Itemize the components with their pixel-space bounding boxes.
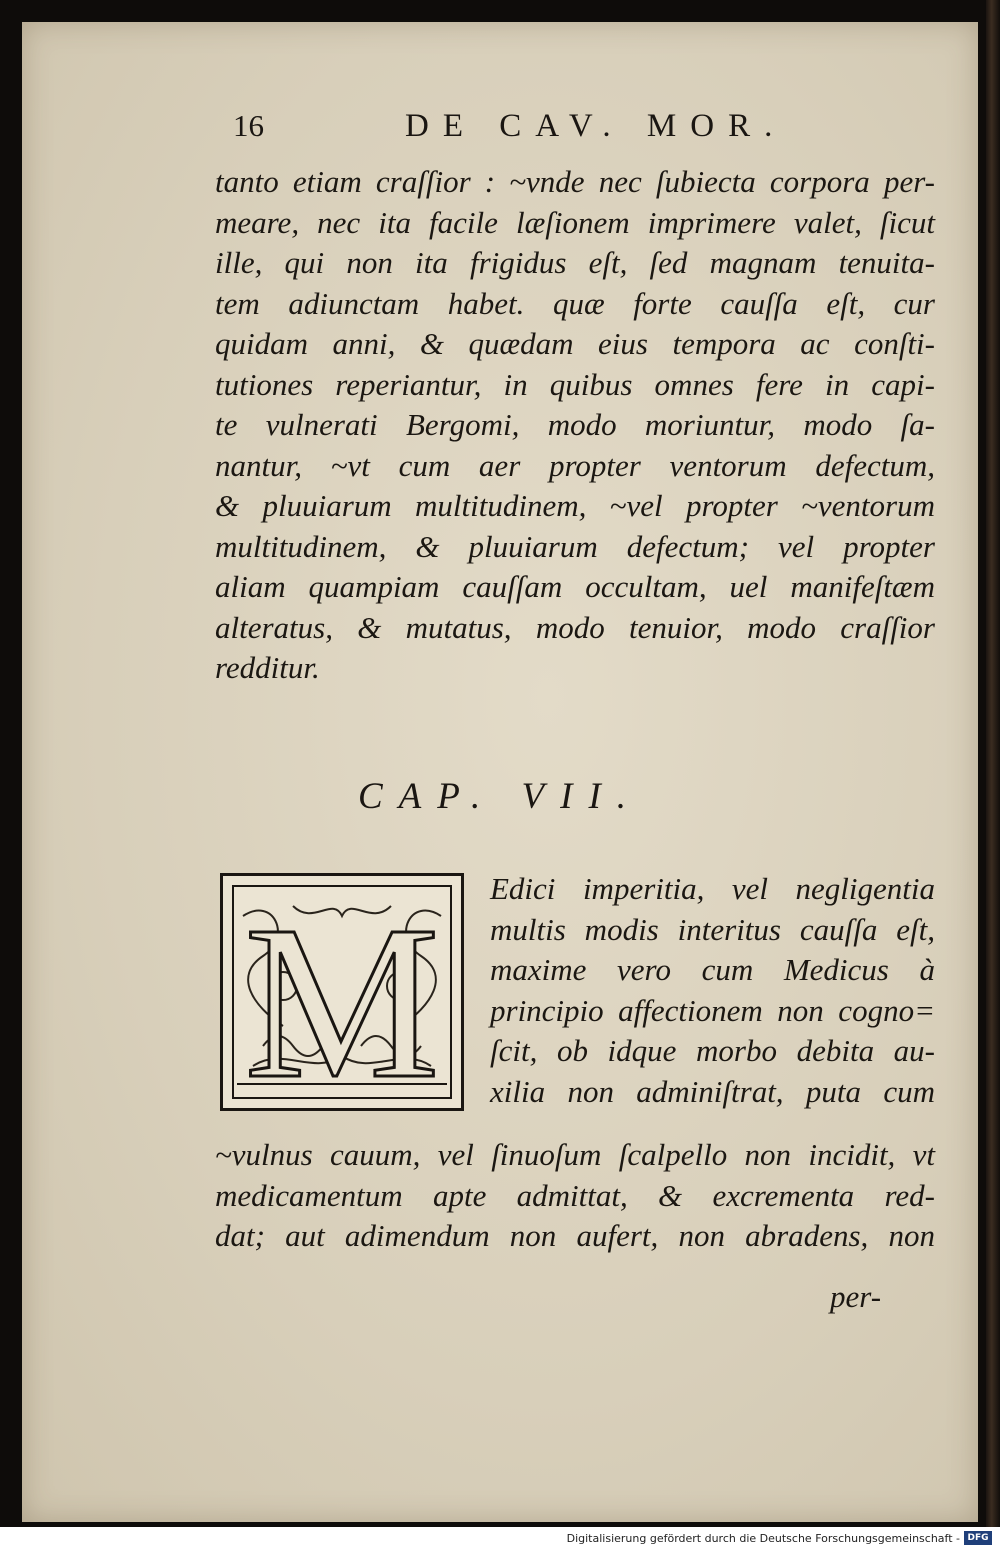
paragraph-beside-initial — [490, 866, 935, 1109]
text-line: dat; aut adimendum non aufert, non abradens, non — [215, 1218, 935, 1253]
text-line: tem adiunctam habet. quæ forte cauſſa eſt, cur — [215, 285, 935, 321]
catchword: per- — [830, 1279, 882, 1314]
text-line: ille, qui non ita frigidus eſt, ſed magnam tenuita- — [215, 245, 935, 280]
decorated-initial — [220, 873, 464, 1111]
running-title: DE CAV. MOR. — [405, 108, 787, 144]
text-line: & pluuiarum multitudinem, ~vel propter ~ventorum — [215, 488, 935, 523]
page-number: 16 — [233, 108, 264, 143]
ornament-initial-icon — [223, 876, 461, 1108]
text-line: ſcit, ob idque morbo debita au- — [490, 1033, 935, 1068]
text-line: ~vulnus cauum, vel ſinuoſum ſcalpello non incidit, vt — [215, 1137, 935, 1172]
text-line: nantur, ~vt cum aer propter ventorum defectum, — [215, 447, 935, 483]
page-header — [0, 108, 1000, 152]
text-line: alteratus, & mutatus, modo tenuior, modo craſſior — [215, 609, 935, 645]
text-line: xilia non adminiſtrat, puta cum — [490, 1073, 935, 1109]
text-line: meare, nec ita facile læſionem imprimere valet, ſicut — [215, 204, 935, 240]
binding-edge — [986, 0, 1000, 1527]
dfg-logo-icon: DFG — [964, 1531, 992, 1545]
chapter-heading: CAP. VII. — [357, 776, 643, 817]
text-line: maxime vero cum Medicus à — [490, 952, 935, 987]
text-line: principio affectionem non cogno= — [490, 992, 935, 1028]
text-line: tanto etiam craſſior : ~vnde nec ſubiecta corpora per- — [215, 164, 935, 199]
text-line: quidam anni, & quædam eius tempora ac conſti- — [215, 326, 935, 361]
text-line: Edici imperitia, vel negligentia — [490, 871, 935, 906]
text-line: multis modis interitus cauſſa eſt, — [490, 911, 935, 947]
text-line: redditur. — [215, 650, 320, 685]
text-line: te vulnerati Bergomi, modo moriuntur, modo ſa- — [215, 407, 935, 442]
text-line: aliam quampiam cauſſam occultam, uel manifeſtæm — [215, 569, 935, 604]
text-line: tutiones reperiantur, in quibus omnes fere in capi- — [215, 366, 935, 402]
funding-footer — [0, 1527, 1000, 1551]
body-text-block — [215, 162, 935, 689]
initial-letter: M — [244, 880, 440, 1108]
text-line: medicamentum apte admittat, & excrementa red- — [215, 1177, 935, 1213]
text-line: multitudinem, & pluuiarum defectum; vel propter — [215, 528, 935, 564]
funding-notice: Digitalisierung gefördert durch die Deutsche Forschungsgemeinschaft - — [566, 1532, 960, 1545]
paragraph-continuation — [215, 1132, 935, 1254]
